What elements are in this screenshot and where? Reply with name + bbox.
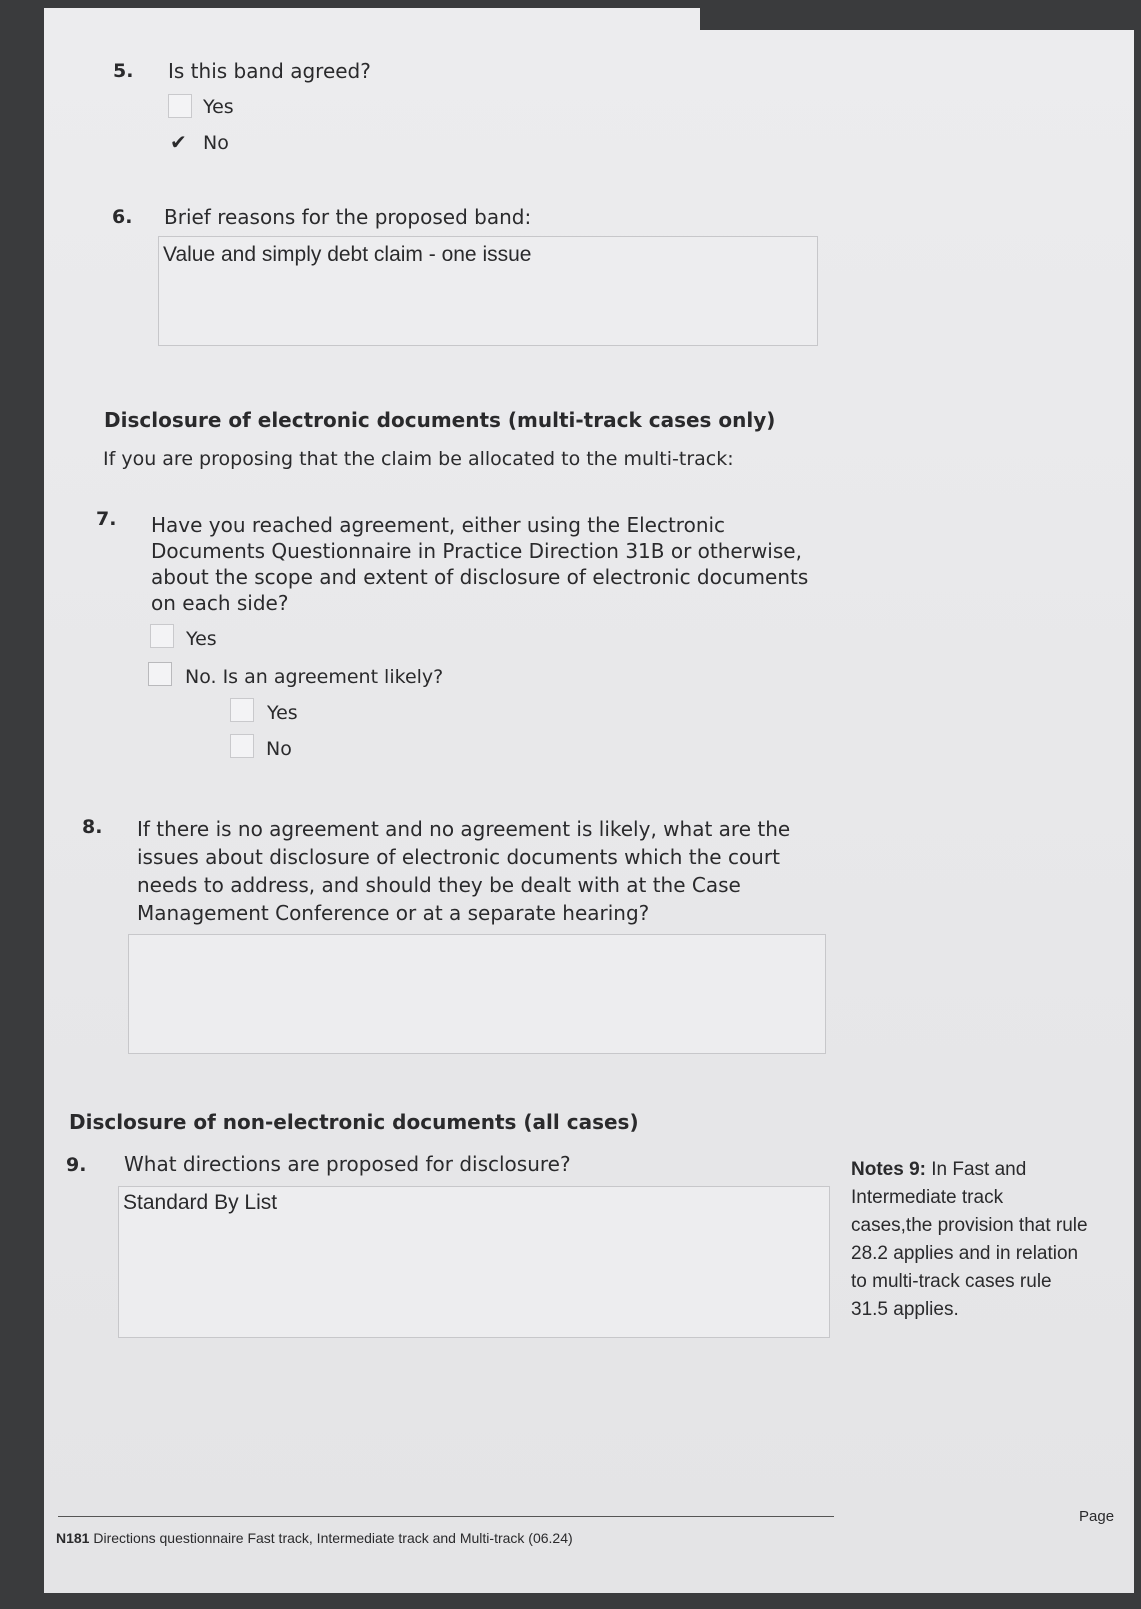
q7-question-line: Documents Questionnaire in Practice Direction 31B or otherwise, xyxy=(151,539,802,563)
q7-yes-label: Yes xyxy=(186,628,217,650)
q7-question-line: about the scope and extent of disclosure of electronic documents xyxy=(151,565,809,589)
q6-number: 6. xyxy=(112,206,133,228)
background-edge xyxy=(700,0,1141,30)
q9-answer-text: Standard By List xyxy=(123,1191,278,1214)
notes-9-line: 28.2 applies and in relation xyxy=(851,1243,1079,1264)
q5-yes-label: Yes xyxy=(203,96,234,118)
footer-form-title xyxy=(56,1530,573,1546)
footer-form-code: N181 xyxy=(56,1530,90,1546)
notes-9-line: cases,the provision that rule xyxy=(851,1215,1088,1236)
q6-question: Brief reasons for the proposed band: xyxy=(164,205,532,229)
q8-answer-field[interactable] xyxy=(128,934,826,1054)
q6-answer-field[interactable] xyxy=(158,236,818,346)
q7-likely-no-label: No xyxy=(266,738,292,760)
q5-yes-checkbox[interactable] xyxy=(168,94,192,118)
q7-question xyxy=(151,512,831,616)
q7-no-checkbox[interactable] xyxy=(148,662,172,686)
notes-9-label: Notes 9: xyxy=(851,1159,926,1180)
q8-question-line: issues about disclosure of electronic documents which the court xyxy=(137,845,780,869)
notes-9-line: Intermediate track xyxy=(851,1187,1004,1208)
q8-question xyxy=(137,815,837,927)
q5-question: Is this band agreed? xyxy=(168,59,371,83)
notes-9-line: 31.5 applies. xyxy=(851,1299,959,1320)
notes-9 xyxy=(851,1156,1136,1324)
q8-number: 8. xyxy=(82,816,103,838)
q5-number: 5. xyxy=(113,60,134,82)
notes-9-line: In Fast and xyxy=(931,1159,1027,1180)
q8-question-line: needs to address, and should they be dealt with at the Case xyxy=(137,873,741,897)
footer-rule xyxy=(58,1516,834,1517)
edocs-section-subtitle: If you are proposing that the claim be allocated to the multi-track: xyxy=(103,448,734,470)
q7-question-line: Have you reached agreement, either using the Electronic xyxy=(151,513,726,537)
q6-answer-text: Value and simply debt claim - one issue xyxy=(163,243,532,266)
q7-no-label: No. Is an agreement likely? xyxy=(185,666,444,688)
q7-likely-no-checkbox[interactable] xyxy=(230,734,254,758)
page-label: Page xyxy=(1079,1508,1115,1525)
q9-answer-field[interactable] xyxy=(118,1186,830,1338)
q7-yes-checkbox[interactable] xyxy=(150,624,174,648)
q9-number: 9. xyxy=(66,1154,87,1176)
nonedocs-section-title: Disclosure of non-electronic documents (all cases) xyxy=(69,1110,639,1134)
notes-9-line: to multi-track cases rule xyxy=(851,1271,1052,1292)
q7-likely-yes-label: Yes xyxy=(267,702,298,724)
q7-number: 7. xyxy=(96,508,117,530)
q8-question-line: If there is no agreement and no agreement is likely, what are the xyxy=(137,817,791,841)
q5-no-label: No xyxy=(203,132,229,154)
footer-form-title-text: Directions questionnaire Fast track, Intermediate track and Multi-track (06.24) xyxy=(93,1530,573,1546)
q9-question: What directions are proposed for disclosure? xyxy=(124,1152,571,1176)
q7-question-line: on each side? xyxy=(151,591,289,615)
q8-question-line: Management Conference or at a separate hearing? xyxy=(137,901,650,925)
q5-no-tick[interactable]: ✔ xyxy=(170,130,187,154)
q7-likely-yes-checkbox[interactable] xyxy=(230,698,254,722)
edocs-section-title: Disclosure of electronic documents (multi-track cases only) xyxy=(104,408,776,432)
